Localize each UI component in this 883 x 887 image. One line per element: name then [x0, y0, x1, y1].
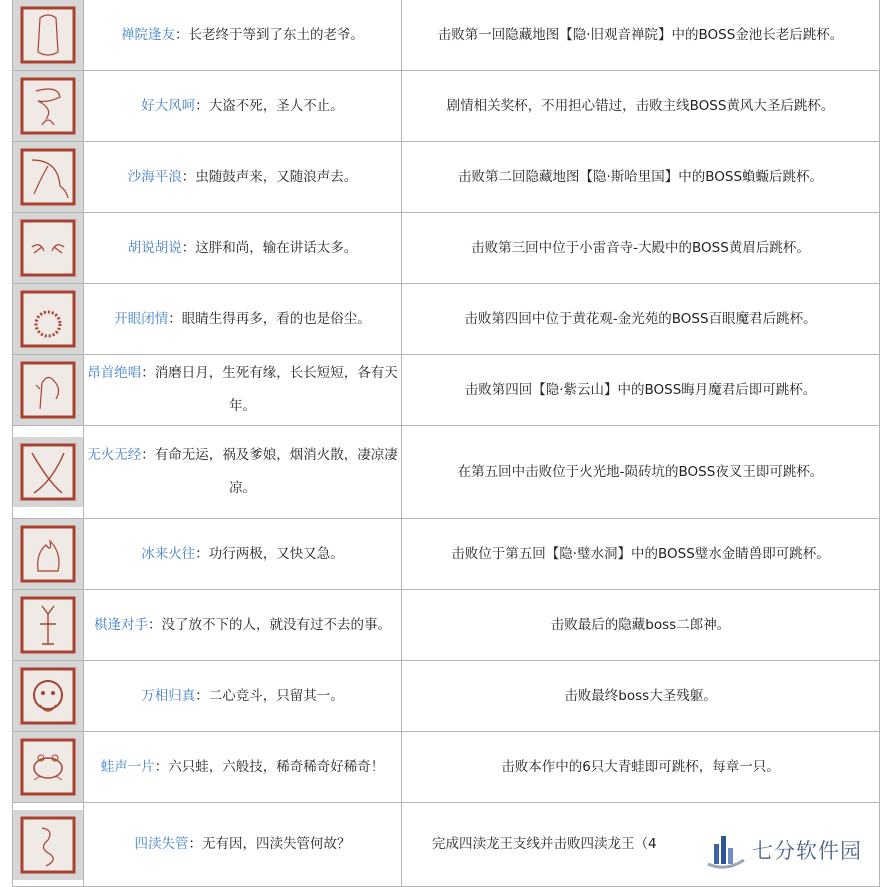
trophy-description-cell: [84, 0, 402, 71]
separator: ：: [148, 616, 162, 633]
sand-wave-icon: [18, 146, 78, 208]
unlock-condition: 击败第一回隐藏地图【隐·旧观音禅院】中的BOSS金池长老后跳杯。: [437, 26, 844, 43]
trophy-name-link[interactable]: 冰来火往: [141, 545, 196, 562]
trophy-name-link[interactable]: 禅院逢友: [121, 26, 175, 43]
separator: ：: [195, 545, 209, 562]
table-row: [13, 0, 880, 71]
separator: ：: [188, 836, 202, 852]
trophy-icon-cell: [13, 0, 84, 71]
trophy-name-link[interactable]: 开眼闭情: [114, 310, 169, 327]
table-row: [13, 590, 880, 661]
trophy-quote: 眼睛生得再多，看的也是俗尘。: [181, 310, 371, 327]
trophy-unlock-cell: [402, 519, 880, 590]
trophy-description-cell: [84, 355, 402, 426]
trophy-icon-cell: [13, 803, 84, 887]
dragon-icon: [18, 814, 78, 876]
trophy-description-cell: [84, 142, 402, 213]
trophy-icon-cell: [13, 590, 84, 661]
trophy-name-link[interactable]: 蛙声一片: [100, 758, 155, 775]
wind-swirl-icon: [18, 75, 78, 137]
table-row: [13, 732, 880, 803]
trophy-quote: 有命无运，祸及爹娘，烟消火散，凄凉凄凉。: [154, 447, 398, 496]
unlock-condition: 完成四渎龙王支线并击败四渎龙王（4: [432, 836, 657, 852]
unlock-condition: 在第五回中击败位于火光地-陨砖坑的BOSS夜叉王即可跳杯。: [457, 463, 824, 480]
unlock-condition: 击败第四回中位于黄花观-金光苑的BOSS百眼魔君后跳杯。: [464, 310, 817, 327]
trophy-unlock-cell: [402, 284, 880, 355]
trophy-description-cell: [84, 213, 402, 284]
trophy-icon-cell: [13, 732, 84, 803]
trophy-name-link[interactable]: 好大风呵: [141, 97, 196, 114]
trophy-quote: 功行两极，又快又急。: [208, 545, 344, 562]
unlock-condition: 击败第二回隐藏地图【隐·斯哈里国】中的BOSS蝜蝂后跳杯。: [457, 168, 824, 185]
table-row: [13, 213, 880, 284]
separator: ：: [168, 310, 182, 327]
unlock-condition: 击败位于第五回【隐·璧水洞】中的BOSS璧水金睛兽即可跳杯。: [451, 545, 830, 562]
trophy-quote: 二心竞斗，只留其一。: [208, 687, 344, 704]
table-row: [13, 71, 880, 142]
table-row: [13, 661, 880, 732]
unlock-condition: 剧情相关奖杯，不用担心错过，击败主线BOSS黄风大圣后跳杯。: [446, 97, 835, 114]
trophy-description-cell: [84, 803, 402, 887]
trophy-unlock-cell: [402, 0, 880, 71]
trophy-quote: 这胖和尚，输在讲话太多。: [195, 239, 358, 256]
trophy-name-link[interactable]: 棋逢对手: [94, 616, 148, 633]
separator: ：: [195, 687, 209, 704]
separator: ：: [181, 239, 196, 256]
trophy-name-link[interactable]: 四渎失管: [134, 836, 189, 852]
trophy-description-cell: [84, 590, 402, 661]
trophy-quote: 六只蛙，六般技，稀奇稀奇好稀奇！: [168, 758, 385, 775]
trophy-name-link[interactable]: 昂首绝唱: [87, 365, 142, 381]
trophy-quote: 虫随鼓声来，又随浪声去。: [195, 168, 358, 185]
separator: ：: [181, 168, 196, 185]
trophy-description-cell: [84, 284, 402, 355]
trophy-unlock-cell: [402, 590, 880, 661]
trophy-unlock-cell: [402, 355, 880, 426]
unlock-condition: 击败本作中的6只大青蛙即可跳杯，每章一只。: [501, 758, 780, 775]
table-row: [13, 519, 880, 590]
trophy-quote: 没了放不下的人，就没有过不去的事。: [161, 616, 391, 633]
table-row: [13, 284, 880, 355]
trophy-unlock-cell: [402, 71, 880, 142]
trophy-description-cell: [84, 661, 402, 732]
trophy-unlock-cell: [402, 426, 880, 519]
trophy-description-cell: [84, 732, 402, 803]
trophy-icon-cell: [13, 142, 84, 213]
trophy-name-link[interactable]: 无火无经: [87, 447, 142, 463]
trophy-icon-cell: [13, 519, 84, 590]
watermark: [702, 826, 876, 874]
trophy-unlock-cell: [402, 661, 880, 732]
monkey-face-icon: [18, 665, 78, 727]
trophy-description-cell: [84, 71, 402, 142]
trophy-icon-cell: [13, 71, 84, 142]
crossed-forks-icon: [18, 441, 78, 503]
watermark-text: 七分软件园: [752, 839, 862, 863]
trophy-quote: 无有因，四渎失管何故？: [202, 836, 351, 852]
table-row: [13, 355, 880, 426]
trophy-icon-cell: [13, 426, 84, 519]
table-row: [13, 426, 880, 519]
unlock-condition: 击败第三回中位于小雷音寺-大殿中的BOSS黄眉后跳杯。: [471, 239, 810, 256]
eyebrow-icon: [18, 217, 78, 279]
unlock-condition: 击败第四回【隐·紫云山】中的BOSS晦月魔君后即可跳杯。: [464, 381, 817, 398]
fire-ice-icon: [18, 523, 78, 585]
trophy-icon-cell: [13, 284, 84, 355]
trophy-description-cell: [84, 519, 402, 590]
trophy-table: [12, 0, 880, 887]
trident-icon: [18, 594, 78, 656]
trophy-description-cell: [84, 426, 402, 519]
many-eyes-icon: [18, 288, 78, 350]
separator: ：: [141, 447, 155, 463]
building-logo-icon: [706, 830, 746, 870]
trophy-name-link[interactable]: 万相归真: [141, 687, 196, 704]
separator: ：: [141, 365, 155, 381]
separator: ：: [175, 26, 189, 43]
trophy-unlock-cell: [402, 732, 880, 803]
table-row: [13, 142, 880, 213]
trophy-icon-cell: [13, 213, 84, 284]
trophy-icon-cell: [13, 355, 84, 426]
trophy-quote: 长老终于等到了东土的老爷。: [188, 26, 364, 43]
trophy-unlock-cell: [402, 213, 880, 284]
trophy-icon-cell: [13, 661, 84, 732]
trophy-name-link[interactable]: 沙海平浪: [127, 168, 182, 185]
separator: ：: [154, 758, 169, 775]
trophy-quote: 消磨日月，生死有缘，长长短短，各有天年。: [154, 365, 398, 414]
trophy-quote: 大盗不死，圣人不止。: [208, 97, 344, 114]
unlock-condition: 击败最后的隐藏boss二郎神。: [550, 616, 731, 633]
frog-icon: [18, 736, 78, 798]
monk-hand-icon: [18, 4, 78, 66]
trophy-name-link[interactable]: 胡说胡说: [127, 239, 182, 256]
rooster-icon: [18, 359, 78, 421]
trophy-unlock-cell: [402, 142, 880, 213]
separator: ：: [195, 97, 209, 114]
unlock-condition: 击败最终boss大圣残躯。: [564, 687, 717, 704]
